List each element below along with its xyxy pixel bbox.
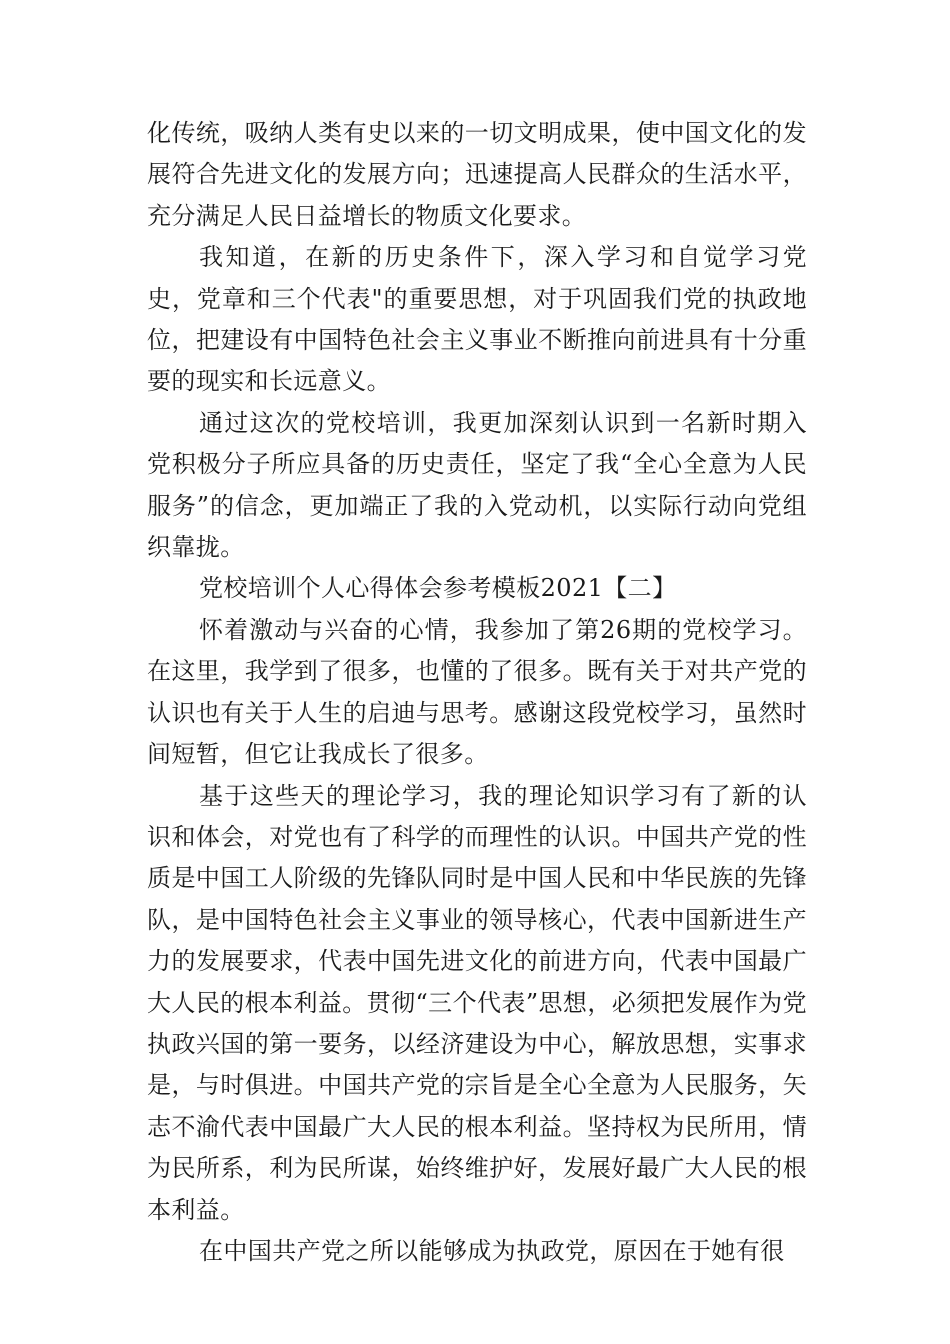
paragraph: 在中国共产党之所以能够成为执政党，原因在于她有很 <box>199 1236 785 1265</box>
paragraph-continued: 化传统，吸纳人类有史以来的一切文明成果，使中国文化的发展符合先进文化的发展方向；迅速提高人民群众的生活水平，充分满足人民日益增长的物质文化要求。 <box>147 119 807 230</box>
paragraph: 通过这次的党校培训，我更加深刻认识到一名新时期入党积极分子所应具备的历史责任，坚定了我“全心全意为人民服务”的信念，更加端正了我的入党动机，以实际行动向党组织靠拢。 <box>147 408 807 562</box>
paragraph: 怀着激动与兴奋的心情，我参加了第26期的党校学习。在这里，我学到了很多，也懂的了很多。既有关于对共产党的认识也有关于人生的启迪与思考。感谢这段党校学习，虽然时间短暂，但它让我成长了很多。 <box>147 615 807 769</box>
document-body <box>147 113 807 1272</box>
paragraph: 基于这些天的理论学习，我的理论知识学习有了新的认识和体会，对党也有了科学的而理性的认识。中国共产党的性质是中国工人阶级的先锋队同时是中国人民和中华民族的先锋队，是中国特色社会主义事业的领导核心，代表中国新进生产力的发展要求，代表中国先进文化的前进方向，代表中国最广大人民的根本利益。贯彻“三个代表”思想，必须把发展作为党执政兴国的第一要务，以经济建设为中心，解放思想，实事求是，与时俱进。中国共产党的宗旨是全心全意为人民服务，矢志不渝代表中国最广大人民的根本利益。坚持权为民所用，情为民所系，利为民所谋，始终维护好，发展好最广大人民的根本利益。 <box>147 781 807 1224</box>
section-heading: 党校培训个人心得体会参考模板2021【二】 <box>199 574 677 603</box>
paragraph: 我知道，在新的历史条件下，深入学习和自觉学习党史，党章和三个代表"的重要思想，对于巩固我们党的执政地位，把建设有中国特色社会主义事业不断推向前进具有十分重要的现实和长远意义。 <box>147 243 807 396</box>
